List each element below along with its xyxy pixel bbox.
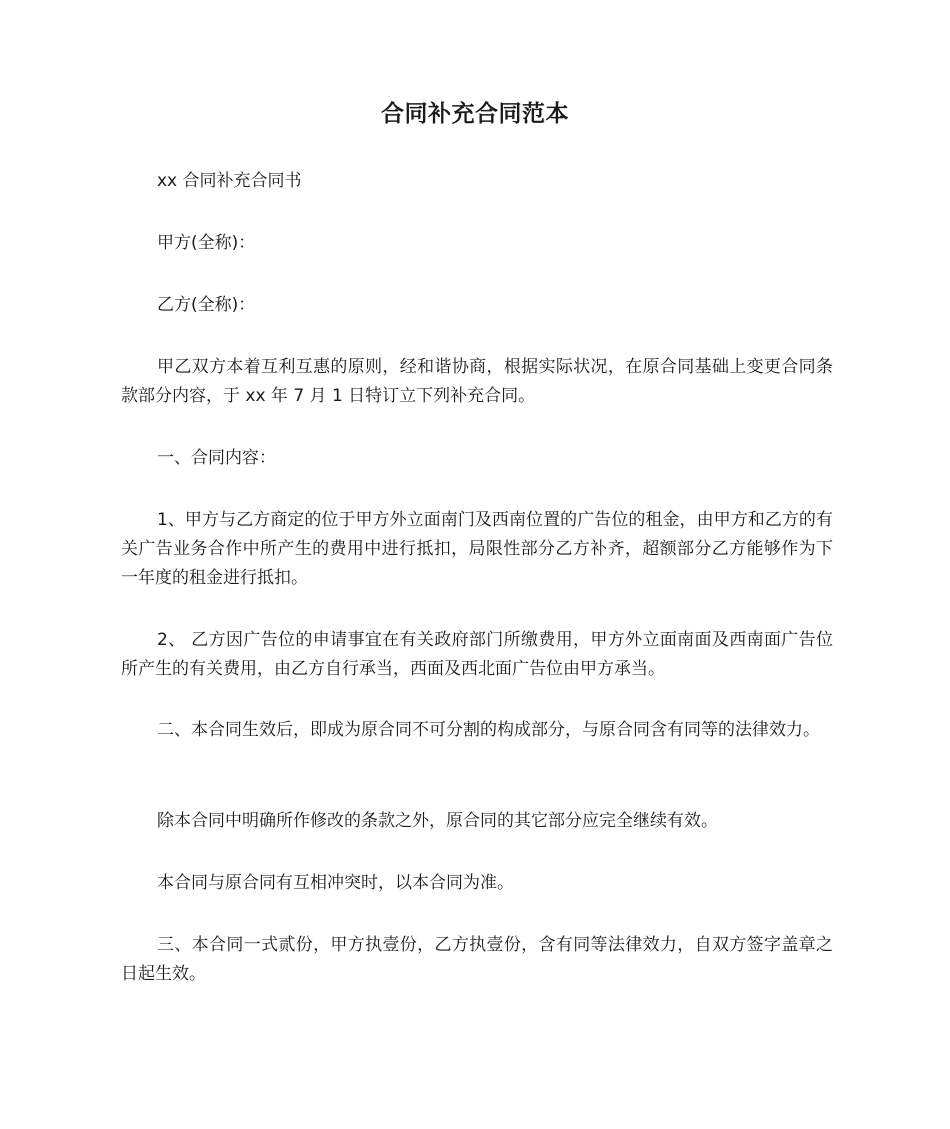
document-title: 合同补充合同范本 (381, 101, 569, 127)
paragraph-clause-1: 1、甲方与乙方商定的位于甲方外立面南门及西南位置的广告位的租金，由甲方和乙方的有关广告业务合作中所产生的费用中进行抵扣，局限性部分乙方补齐，超额部分乙方能够作为下一年度的租金进行抵扣。 (121, 510, 833, 588)
paragraph-clause-2: 2、 乙方因广告位的申请事宜在有关政府部门所缴费用，甲方外立面南面及西南面广告位所产生的有关费用，由乙方自行承当，西面及西北面广告位由甲方承当。 (121, 630, 833, 679)
paragraph-section-1-heading: 一、合同内容： (157, 448, 276, 468)
paragraph-remaining-validity: 除本合同中明确所作修改的条款之外，原合同的其它部分应完全继续有效。 (157, 811, 718, 831)
paragraph-section-2: 二、本合同生效后，即成为原合同不可分割的构成部分，与原合同含有同等的法律效力。 (157, 720, 820, 740)
paragraph-contract-heading: xx 合同补充合同书 (157, 171, 302, 191)
paragraph-preamble: 甲乙双方本着互利互惠的原则，经和谐协商，根据实际状况，在原合同基础上变更合同条款部分内容，于 xx 年 7 月 1 日特订立下列补充合同。 (121, 357, 833, 406)
paragraph-party-a: 甲方(全称)： (157, 233, 256, 253)
paragraph-conflict-rule: 本合同与原合同有互相冲突时，以本合同为准。 (157, 873, 514, 893)
paragraph-party-b: 乙方(全称)： (157, 295, 256, 315)
paragraph-section-3: 三、本合同一式贰份，甲方执壹份，乙方执壹份，含有同等法律效力，自双方签字盖章之日起生效。 (121, 935, 833, 984)
